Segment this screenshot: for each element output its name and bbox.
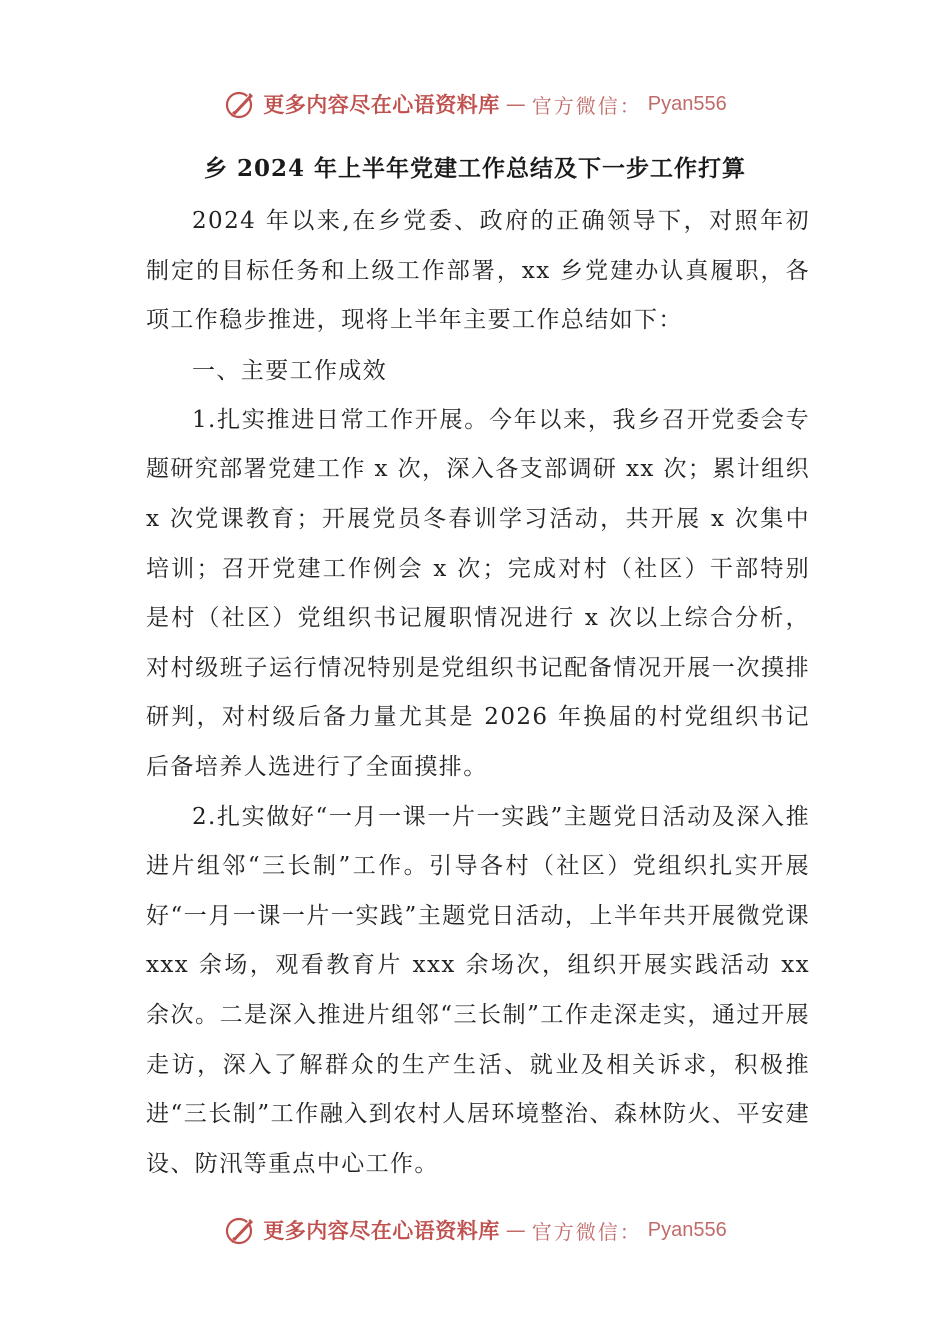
quill-pen-logo-icon: [223, 1213, 257, 1247]
quill-pen-logo-icon: [223, 87, 257, 121]
item-1-paragraph: 1.扎实推进日常工作开展。今年以来，我乡召开党委会专题研究部署党建工作 x 次，深入各支部调研 xx 次；累计组织 x 次党课教育；开展党员冬春训学习活动，共开展 x 次集中培训；召开党建工作例会 x 次；完成对村（社区）干部特别是村（社区）党组织书记履职情况进行 x 次以上综合分析，对村级班子运行情况特别是党组织书记配备情况开展一次摸排研判，对村级后备力量尤其是 2026 年换届的村党组织书记后备培养人选进行了全面摸排。: [146, 406, 810, 780]
item-2-paragraph: 2.扎实做好“一月一课一片一实践”主题党日活动及深入推进片组邻“三长制”工作。引导各村（社区）党组织扎实开展好“一月一课一片一实践”主题党日活动，上半年共开展微党课 xxx 余场，观看教育片 xxx 余场次，组织开展实践活动 xx 余次。二是深入推进片组邻“三长制”工作走深走实，通过开展走访，深入了解群众的生产生活、就业及相关诉求，积极推进“三长制”工作融入到农村人居环境整治、森林防火、平安建设、防汛等重点中心工作。: [146, 803, 810, 1177]
watermark-sub-text: 官方微信：: [531, 1219, 642, 1244]
watermark-banner-top: [0, 84, 950, 124]
watermark-main-text: 更多内容尽在心语资料库: [263, 1218, 500, 1243]
section-heading: 一、主要工作成效: [192, 357, 388, 384]
document-title: 乡 2024 年上半年党建工作总结及下一步工作打算: [203, 155, 747, 182]
intro-paragraph: 2024 年以来,在乡党委、政府的正确领导下，对照年初制定的目标任务和上级工作部署，xx 乡党建办认真履职，各项工作稳步推进，现将上半年主要工作总结如下：: [146, 208, 810, 334]
watermark-dash: —: [505, 92, 526, 116]
watermark-wechat-id: Pyan556: [647, 92, 727, 115]
watermark-sub-text: 官方微信：: [531, 93, 642, 118]
watermark-main-text: 更多内容尽在心语资料库: [263, 92, 500, 117]
watermark-wechat-id: Pyan556: [647, 1218, 727, 1241]
watermark-dash: —: [505, 1218, 526, 1242]
watermark-banner-bottom: [0, 1210, 950, 1250]
document-body: [146, 197, 810, 1189]
